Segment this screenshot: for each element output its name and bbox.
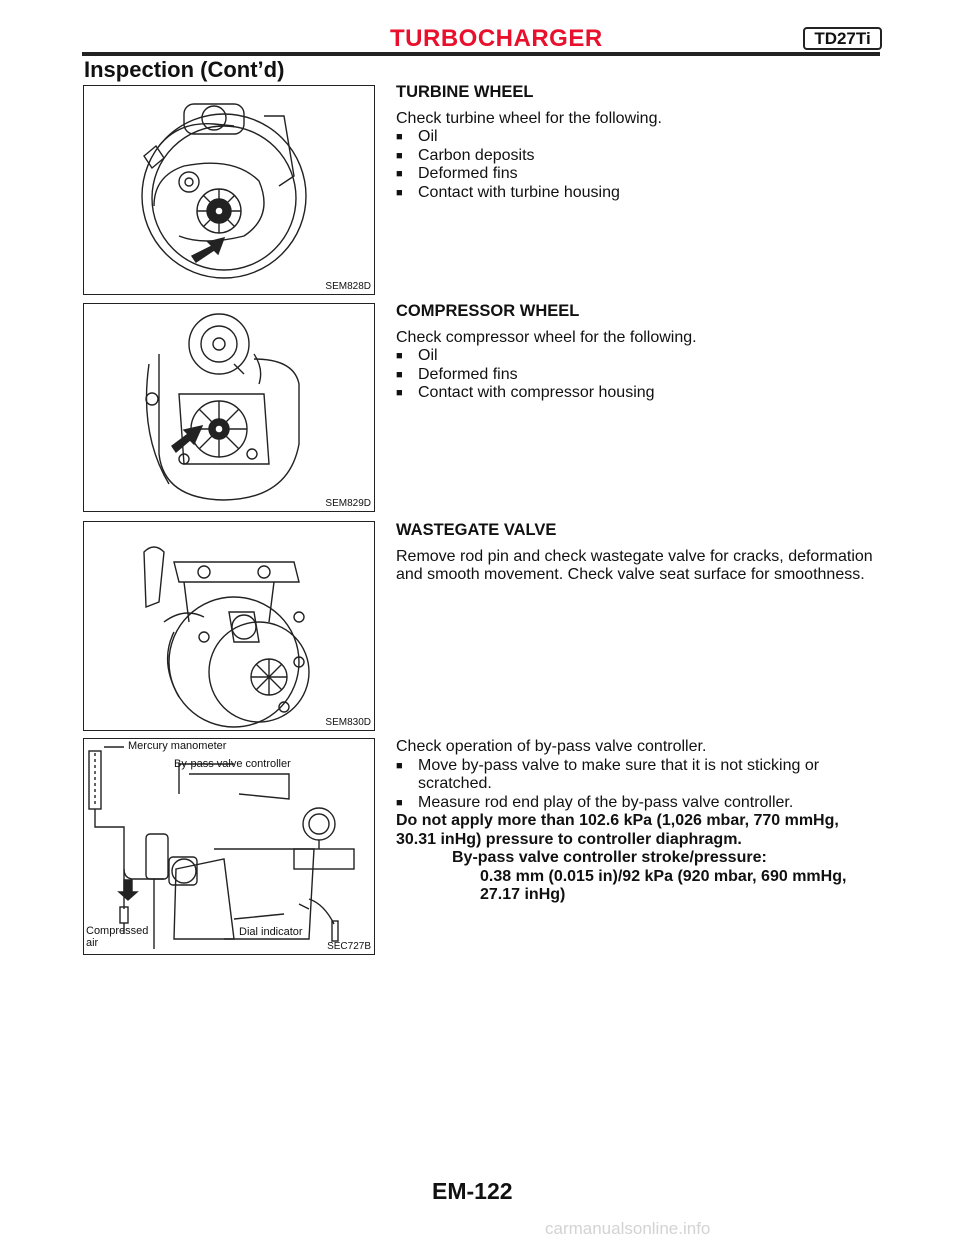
- compressor-wheel-illustration: [84, 304, 374, 511]
- wastegate-valve-section: [396, 521, 882, 585]
- section-intro: Check operation of by-pass valve controller.: [396, 738, 707, 755]
- bullet-icon: ■: [396, 350, 403, 362]
- manometer-label: Mercury manometer: [128, 740, 227, 752]
- controller-label: By-pass valve controller: [174, 758, 291, 770]
- list-item: ■ Measure rod end play of the by-pass valve controller.: [396, 793, 794, 811]
- bullet-icon: ■: [396, 387, 403, 399]
- figure-code: SEM829D: [325, 498, 371, 509]
- figure-code: SEM828D: [325, 281, 371, 292]
- turbine-wheel-illustration: [84, 86, 374, 294]
- watermark: carmanualsonline.info: [545, 1219, 711, 1238]
- spec-value-line1: 0.38 mm (0.015 in)/92 kPa (920 mbar, 690 mmHg,: [480, 867, 847, 885]
- section-title: TURBOCHARGER: [390, 25, 603, 52]
- section-heading: WASTEGATE VALVE: [396, 521, 557, 539]
- section-body: Remove rod pin and check wastegate valve for cracks, deformation and smooth movement. Check valve seat surface for smoothness.: [396, 547, 873, 583]
- bullet-icon: ■: [396, 759, 403, 772]
- list-item: ■ Oil: [396, 347, 438, 364]
- list-item: ■ Carbon deposits: [396, 146, 535, 164]
- compressor-wheel-section: [396, 302, 882, 403]
- section-heading: TURBINE WHEEL: [396, 83, 534, 101]
- bypass-valve-section: [396, 738, 882, 905]
- turbine-wheel-figure: [83, 85, 375, 295]
- list-item: ■ Contact with compressor housing: [396, 384, 655, 401]
- model-badge: TD27Ti: [803, 27, 882, 50]
- bullet-icon: ■: [396, 796, 403, 809]
- wastegate-valve-figure: [83, 521, 375, 731]
- compressed-air-label-2: air: [86, 937, 99, 949]
- bullet-icon: ■: [396, 149, 403, 162]
- dial-indicator-label: Dial indicator: [239, 926, 303, 938]
- page-subtitle: Inspection (Cont’d): [84, 57, 285, 82]
- section-heading: COMPRESSOR WHEEL: [396, 302, 580, 320]
- bullet-icon: ■: [396, 186, 403, 199]
- bypass-valve-controller-figure: [83, 738, 375, 955]
- compressed-air-label-1: Compressed: [86, 925, 149, 937]
- pressure-warning: Do not apply more than 102.6 kPa (1,026 mbar, 770 mmHg, 30.31 inHg) pressure to controller diaphragm.: [396, 812, 839, 848]
- section-intro: Check turbine wheel for the following.: [396, 109, 662, 127]
- spec-label: By-pass valve controller stroke/pressure:: [452, 849, 767, 866]
- bullet-icon: ■: [396, 131, 403, 143]
- bullet-icon: ■: [396, 168, 403, 180]
- spec-value-line2: 27.17 inHg): [480, 886, 566, 903]
- wastegate-valve-illustration: [84, 522, 374, 730]
- turbine-wheel-section: [396, 83, 882, 202]
- list-item: ■ Move by-pass valve to make sure that it is not sticking or scratched.: [396, 756, 820, 792]
- section-intro: Check compressor wheel for the following.: [396, 328, 697, 346]
- list-item: ■ Deformed fins: [396, 165, 518, 182]
- list-item: ■ Contact with turbine housing: [396, 183, 620, 201]
- bypass-valve-controller-illustration: [84, 739, 374, 954]
- header-rule: [82, 52, 880, 56]
- list-item: ■ Oil: [396, 128, 438, 145]
- page-number: EM-122: [432, 1178, 513, 1204]
- list-item: ■ Deformed fins: [396, 365, 518, 383]
- compressor-wheel-figure: [83, 303, 375, 512]
- figure-code: SEM830D: [325, 717, 371, 728]
- bullet-icon: ■: [396, 368, 403, 381]
- figure-code: SEC727B: [327, 941, 371, 952]
